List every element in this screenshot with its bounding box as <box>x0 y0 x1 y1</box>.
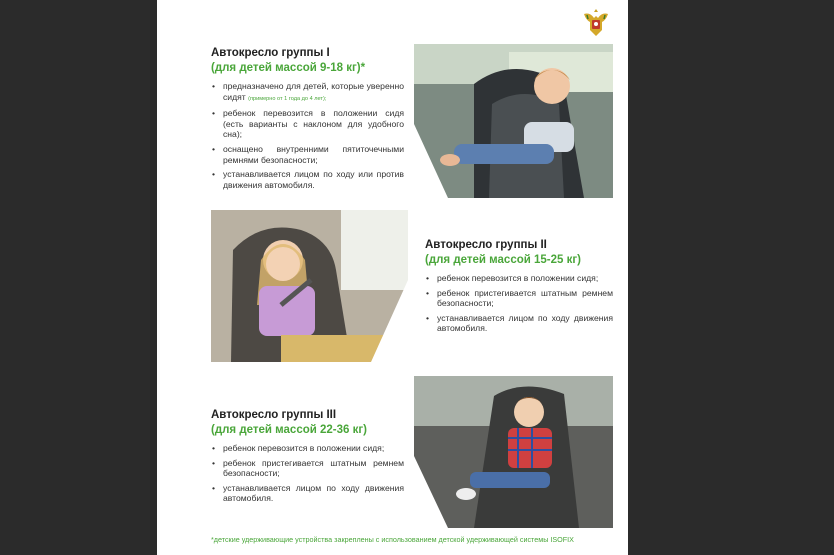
list-item: • оснащено внутренними пятиточечными ремнями безопасности; <box>211 144 404 165</box>
list-item: • устанавливается лицом по ходу движения автомобиля. <box>425 313 613 334</box>
group1-text <box>211 46 404 194</box>
group3-text <box>211 408 404 508</box>
group1-photo <box>414 44 613 198</box>
russia-coat-of-arms-icon <box>580 6 612 40</box>
group2-list <box>425 273 613 334</box>
age-note: (примерно от 1 года до 4 лет); <box>248 95 327 102</box>
group2-text <box>425 238 613 338</box>
group2-photo <box>211 210 408 362</box>
group3-title: Автокресло группы III <box>211 409 337 421</box>
list-item: • предназначено для детей, которые уверенно сидят (примерно от 1 года до 4 лет); <box>211 81 404 104</box>
list-item: • устанавливается лицом по ходу или против движения автомобиля. <box>211 169 404 190</box>
list-item: • ребенок перевозится в положении сидя; <box>211 443 404 454</box>
list-item: • ребенок пристегивается штатным ремнем безопасности; <box>425 288 613 309</box>
group3-list <box>211 443 404 504</box>
group1-title: Автокресло группы I <box>211 47 330 59</box>
group2-title: Автокресло группы II <box>425 239 547 251</box>
group1-list <box>211 81 404 190</box>
list-item: • ребенок пристегивается штатным ремнем безопасности; <box>211 458 404 479</box>
group3-photo <box>414 376 613 528</box>
footnote: *детские удерживающие устройства закреплены с использованием детской удерживающей системы ISOFIX <box>211 535 574 544</box>
list-item: • устанавливается лицом по ходу движения автомобиля. <box>211 483 404 504</box>
group3-subtitle: (для детей массой 22-36 кг) <box>211 424 367 436</box>
document-page <box>157 0 628 555</box>
list-item: • ребенок перевозится в положении сидя; <box>425 273 613 284</box>
group2-subtitle: (для детей массой 15-25 кг) <box>425 254 581 266</box>
list-item: • ребенок перевозится в положении сидя (есть варианты с наклоном для удобного сна); <box>211 108 404 140</box>
group1-subtitle: (для детей массой 9-18 кг)* <box>211 62 366 74</box>
